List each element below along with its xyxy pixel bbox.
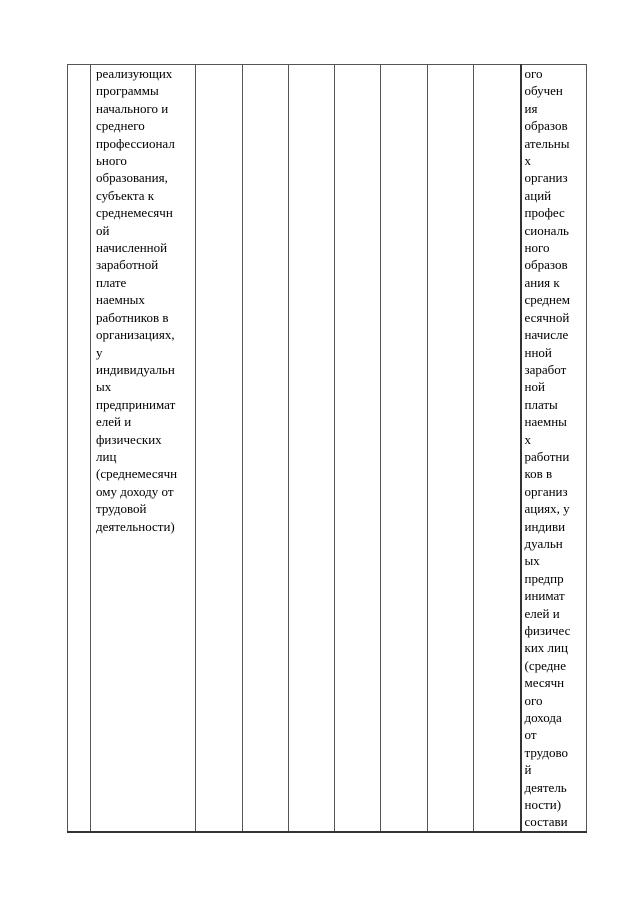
note-line: наемны — [524, 414, 567, 430]
note-line: (средне — [524, 657, 567, 673]
indicator-description-line: елей и — [96, 414, 132, 430]
note-line: начисле — [524, 327, 569, 343]
indicator-description-line: (среднемесячн — [96, 466, 178, 482]
note-line: ности) — [524, 797, 562, 813]
note-line: работни — [524, 448, 570, 464]
note-line: дуальн — [524, 535, 563, 551]
note-line: образов — [524, 118, 568, 134]
indicator-description-line: ьного — [96, 153, 127, 169]
note-line: обучен — [524, 83, 563, 99]
note-line: ания к — [524, 274, 560, 290]
note-line: дохода — [524, 710, 562, 726]
cell-indicator-description — [91, 65, 196, 832]
note-line: ациях, у — [524, 501, 570, 517]
note-line: ной — [524, 379, 545, 395]
cell-note — [521, 65, 587, 832]
indicator-description-line: наемных — [96, 292, 145, 308]
note-line: ательны — [524, 135, 570, 151]
note-line: профес — [524, 205, 565, 221]
cell-value-4 — [335, 65, 381, 832]
indicator-description-line: ых — [96, 379, 112, 395]
note-line: организ — [524, 483, 568, 499]
indicator-description-line: профессионал — [96, 135, 175, 151]
note-line: нной — [524, 344, 552, 360]
note-line: заработ — [524, 361, 567, 377]
indicator-description-line: плате — [96, 274, 127, 290]
note-line: й — [524, 762, 532, 778]
note-line: образов — [524, 257, 568, 273]
note-line: среднем — [524, 292, 570, 308]
note-line: сиональ — [524, 222, 569, 238]
note-line: инимат — [524, 588, 565, 604]
note-line: от — [524, 727, 537, 743]
note-line: индиви — [524, 518, 566, 534]
note-line: состави — [524, 814, 568, 830]
indicator-description-line: образования, — [96, 170, 168, 186]
note-line: организ — [524, 170, 568, 186]
indicator-description-line: заработной — [96, 257, 159, 273]
cell-value-6 — [428, 65, 474, 832]
indicator-description-line: индивидуальн — [96, 361, 175, 377]
cell-value-7 — [474, 65, 521, 832]
note-text — [522, 65, 587, 831]
note-line: аций — [524, 187, 552, 203]
note-line: х — [524, 153, 531, 169]
indicator-description-line: субъекта к — [96, 187, 155, 203]
indicator-description-line: предпринимат — [96, 396, 176, 412]
cell-value-5 — [381, 65, 428, 832]
note-line: ого — [524, 692, 543, 708]
note-line: ия — [524, 100, 538, 116]
note-line: платы — [524, 396, 558, 412]
indicator-description-line: у — [96, 344, 103, 360]
indicator-description-line: организациях, — [96, 327, 175, 343]
note-line: ких лиц — [524, 640, 568, 656]
cell-value-1 — [196, 65, 243, 832]
indicator-description-line: деятельности) — [96, 518, 175, 534]
note-line: трудово — [524, 744, 569, 760]
note-line: ного — [524, 240, 550, 256]
note-line: месячн — [524, 675, 565, 691]
note-line: ых — [524, 553, 540, 569]
indicator-description-line: лиц — [96, 448, 117, 464]
note-line: х — [524, 431, 531, 447]
indicator-description-line: начального и — [96, 100, 169, 116]
indicator-description-line: среднемесячн — [96, 205, 173, 221]
note-line: деятель — [524, 779, 567, 795]
note-line: физичес — [524, 623, 571, 638]
indicator-description-line: физических — [96, 431, 162, 447]
indicator-description-line: ому доходу от — [96, 483, 174, 499]
indicator-description-line: программы — [96, 83, 159, 99]
indicator-description-line: среднего — [96, 118, 145, 134]
note-line: ков в — [524, 466, 553, 482]
indicator-description-line: реализующих — [96, 66, 173, 81]
table-row — [68, 65, 587, 832]
note-line: предпр — [524, 570, 564, 586]
indicator-description-line: начисленной — [96, 240, 168, 256]
cell-index — [68, 65, 91, 832]
note-line: ого — [524, 66, 543, 81]
indicator-description-line: трудовой — [96, 501, 147, 517]
indicator-description-line: ой — [96, 222, 110, 238]
note-line: есячной — [524, 309, 570, 325]
indicator-description-line: работников в — [96, 309, 169, 325]
cell-value-2 — [243, 65, 289, 832]
document-table — [67, 64, 587, 833]
cell-value-3 — [289, 65, 335, 832]
indicator-description-text — [91, 65, 195, 535]
note-line: елей и — [524, 605, 560, 621]
